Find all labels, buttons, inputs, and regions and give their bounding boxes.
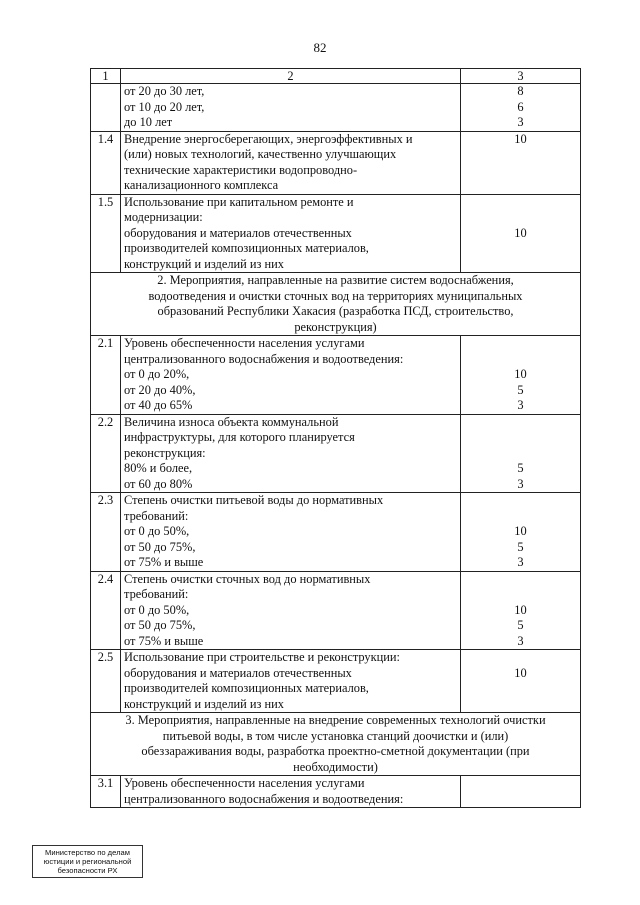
criteria-table: [90, 68, 581, 808]
score-spacer: [464, 493, 577, 509]
criterion-line: от 0 до 50%,: [124, 602, 190, 617]
table-row: [91, 571, 581, 650]
item-number: 2.2: [91, 414, 121, 493]
header-cell-1: 1: [91, 69, 121, 84]
score-cell: [461, 131, 581, 194]
section-title: [91, 713, 581, 776]
table-row: [91, 650, 581, 713]
table-row: [91, 336, 581, 415]
score-cell: [461, 84, 581, 132]
criterion-line: производителей композиционных материалов,: [124, 241, 369, 255]
header-cell-2: 2: [121, 69, 461, 84]
criterion-text: [121, 131, 461, 194]
criterion-line: Степень очистки сточных вод до нормативных: [124, 571, 371, 586]
criterion-line: от 0 до 20%,: [124, 367, 190, 381]
score-value: 5: [517, 461, 524, 475]
criterion-line: от 20 до 30 лет,: [124, 84, 205, 98]
criterion-line: от 50 до 75%,: [124, 618, 196, 632]
criterion-line: до 10 лет: [124, 115, 173, 129]
score-spacer: [464, 572, 577, 588]
criterion-text: [121, 194, 461, 273]
criterion-text: [121, 84, 461, 132]
criterion-line: конструкций и изделий из них: [124, 256, 284, 271]
criterion-line: канализационного комплекса: [124, 178, 279, 192]
score-value: 10: [514, 524, 527, 538]
criterion-line: технические характеристики водопроводно-: [124, 162, 358, 177]
score-cell: [461, 776, 581, 808]
criterion-line: Внедрение энергосберегающих, энергоэффективных и: [124, 131, 413, 146]
criterion-line: от 60 до 80%: [124, 476, 193, 491]
score-value: 10: [514, 131, 527, 146]
criterion-line: Уровень обеспеченности населения услугами: [124, 776, 365, 790]
criterion-line: модернизации:: [124, 210, 203, 224]
section-title-line: реконструкция): [294, 319, 377, 334]
criterion-line: централизованного водоснабжения и водоотведения:: [124, 791, 404, 806]
score-cell: [461, 414, 581, 493]
score-value: 3: [517, 476, 524, 491]
page-number: 82: [313, 40, 327, 55]
score-value: 10: [514, 367, 527, 381]
score-cell: [461, 571, 581, 650]
item-number: 1.5: [91, 194, 121, 273]
section-header-row: [91, 713, 581, 776]
score-value: 10: [514, 225, 527, 240]
score-value: 3: [517, 115, 524, 129]
criterion-line: требований:: [124, 508, 189, 523]
criterion-line: от 75% и выше: [124, 555, 204, 569]
table-row: [91, 131, 581, 194]
table-row: [91, 776, 581, 808]
section-title-line: 3. Мероприятия, направленные на внедрение современных технологий очистки: [125, 713, 546, 727]
section-header-row: [91, 273, 581, 336]
criterion-line: централизованного водоснабжения и водоотведения:: [124, 351, 404, 366]
score-spacer: [464, 509, 577, 525]
score-spacer: [464, 195, 577, 211]
score-value: 5: [517, 382, 524, 397]
criterion-line: оборудования и материалов отечественных: [124, 665, 352, 680]
header-cell-3: 3: [461, 69, 581, 84]
criterion-line: Использование при строительстве и реконструкции:: [124, 650, 400, 664]
criterion-line: оборудования и материалов отечественных: [124, 225, 352, 240]
criterion-line: от 40 до 65%: [124, 398, 193, 412]
criterion-line: от 75% и выше: [124, 633, 204, 648]
table-row: [91, 493, 581, 572]
item-number: 3.1: [91, 776, 121, 808]
criterion-text: [121, 650, 461, 713]
criterion-line: Величина износа объекта коммунальной: [124, 414, 339, 429]
item-number: 2.3: [91, 493, 121, 572]
section-title-line: образований Республики Хакасия (разработка ПСД, строительство,: [157, 304, 514, 318]
score-value: 3: [517, 398, 524, 412]
score-cell: [461, 336, 581, 415]
score-spacer: [464, 650, 577, 666]
score-value: 10: [514, 665, 527, 680]
criterion-line: требований:: [124, 587, 189, 601]
criterion-line: (или) новых технологий, качественно улучшающих: [124, 147, 397, 161]
item-number: [91, 84, 121, 132]
score-cell: [461, 650, 581, 713]
score-spacer: [464, 336, 577, 352]
criterion-text: [121, 493, 461, 572]
item-number: 2.1: [91, 336, 121, 415]
criterion-text: [121, 336, 461, 415]
section-title-line: обеззараживания воды, разработка проектно-сметной документации (при: [141, 744, 530, 758]
criterion-line: от 50 до 75%,: [124, 539, 196, 554]
score-value: 6: [517, 99, 524, 114]
item-number: 2.4: [91, 571, 121, 650]
table-row: [91, 414, 581, 493]
score-value: 3: [517, 555, 524, 569]
criterion-line: Использование при капитальном ремонте и: [124, 194, 354, 209]
ministry-stamp: [32, 845, 143, 878]
section-title-line: необходимости): [293, 759, 378, 774]
section-title-line: водоотведения и очистки сточных вод на территориях муниципальных: [148, 288, 523, 303]
item-number: 1.4: [91, 131, 121, 194]
score-value: 10: [514, 602, 527, 617]
table-header-row: [91, 69, 581, 84]
criterion-line: 80% и более,: [124, 461, 193, 475]
criterion-text: [121, 571, 461, 650]
score-spacer: [464, 430, 577, 446]
score-cell: [461, 194, 581, 273]
criterion-line: от 0 до 50%,: [124, 524, 190, 538]
stamp-line: безопасности РХ: [57, 866, 118, 875]
criterion-line: от 10 до 20 лет,: [124, 99, 205, 114]
score-spacer: [464, 446, 577, 462]
score-value: 3: [517, 633, 524, 648]
score-cell: [461, 493, 581, 572]
criterion-line: реконструкция:: [124, 445, 206, 460]
criterion-text: [121, 414, 461, 493]
criterion-line: конструкций и изделий из них: [124, 696, 284, 711]
criterion-line: инфраструктуры, для которого планируется: [124, 430, 355, 444]
score-spacer: [464, 415, 577, 431]
table-row: [91, 84, 581, 132]
score-value: 8: [517, 84, 524, 98]
table-row: [91, 194, 581, 273]
section-title: [91, 273, 581, 336]
criterion-line: Степень очистки питьевой воды до нормативных: [124, 493, 384, 507]
criterion-line: Уровень обеспеченности населения услугами: [124, 336, 365, 350]
score-spacer: [464, 352, 577, 368]
criterion-text: [121, 776, 461, 808]
score-value: 5: [517, 539, 524, 554]
criterion-line: от 20 до 40%,: [124, 382, 196, 397]
stamp-line: юстиции и региональной: [43, 857, 132, 866]
criterion-line: производителей композиционных материалов,: [124, 681, 369, 695]
score-spacer: [464, 587, 577, 603]
stamp-line: Министерство по делам: [45, 848, 130, 857]
score-value: 5: [517, 618, 524, 632]
section-title-line: 2. Мероприятия, направленные на развитие систем водоснабжения,: [157, 273, 514, 287]
score-spacer: [464, 210, 577, 226]
section-title-line: питьевой воды, в том числе установка станций доочистки и (или): [162, 728, 509, 743]
item-number: 2.5: [91, 650, 121, 713]
